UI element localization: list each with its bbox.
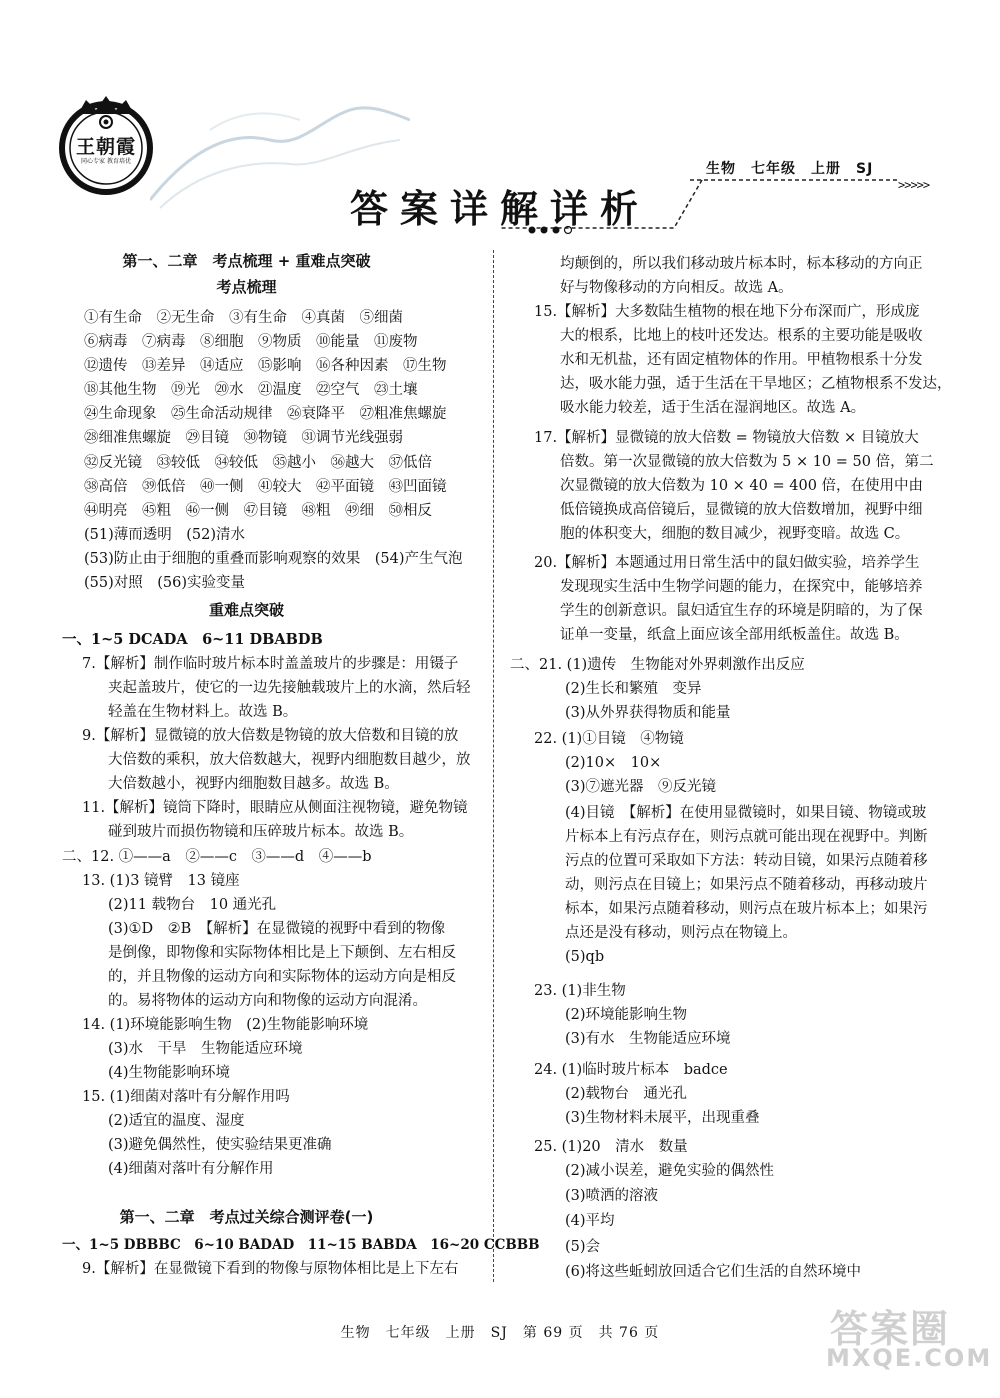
answer-line: 的。易将物体的运动方向和物像的运动方向混淆。 bbox=[108, 993, 427, 1009]
answer-line: (3)从外界获得物质和能量 bbox=[565, 705, 731, 721]
answer-line: 11.【解析】镜筒下降时，眼睛应从侧面注视物镜，避免物镜 bbox=[82, 800, 468, 816]
subject-tag: 生物 七年级 上册 SJ bbox=[706, 161, 874, 177]
list-item: ㉔生命现象 ㉕生命活动规律 ㉖衰降平 ㉗粗准焦螺旋 bbox=[84, 406, 447, 422]
answer-line: 点还是没有移动，则污点在物镜上。 bbox=[565, 925, 797, 941]
watermark-text: 答案圈 bbox=[830, 1307, 951, 1351]
answer-line: (4)平均 bbox=[565, 1213, 615, 1229]
answer-line: (3)水 干旱 生物能适应环境 bbox=[108, 1041, 303, 1057]
answer-line: 13. (1)3 镜臂 13 镜座 bbox=[82, 873, 240, 889]
section-title: 第一、二章 考点过关综合测评卷(一) bbox=[119, 1208, 374, 1226]
answer-line: 二、21. (1)遗传 生物能对外界刺激作出反应 bbox=[510, 657, 805, 673]
list-item: ㉜反光镜 ㉝较低 ㉞较低 ㉟越小 ㊱越大 ㊲低倍 bbox=[84, 455, 432, 471]
list-item: ⑱其他生物 ⑲光 ⑳水 ㉑温度 ㉒空气 ㉓土壤 bbox=[84, 382, 418, 398]
answer-line: 14. (1)环境能影响生物 (2)生物能影响环境 bbox=[82, 1017, 369, 1033]
column-divider bbox=[493, 250, 494, 1282]
answer-line: 25. (1)20 清水 数量 bbox=[534, 1139, 688, 1155]
watermark-url: MXQE.COM bbox=[826, 1344, 993, 1372]
answer-line: 达，吸水能力强，适于生活在干旱地区；乙植物根系不发达， bbox=[560, 376, 952, 392]
list-item: (51)薄而透明 (52)清水 bbox=[84, 527, 246, 543]
page-title: 答案详解详析 bbox=[349, 187, 650, 231]
list-item: ⑥病毒 ⑦病毒 ⑧细胞 ⑨物质 ⑩能量 ⑪废物 bbox=[84, 334, 418, 350]
answer-line: (3)避免偶然性，使实验结果更准确 bbox=[108, 1137, 332, 1153]
watermark bbox=[820, 1298, 993, 1378]
answer-line: 大的根系，比地上的枝叶还发达。根系的主要功能是吸收 bbox=[560, 328, 923, 344]
answer-line: 水和无机盐，还有固定植物体的作用。甲植物根系十分发 bbox=[560, 352, 923, 368]
answer-line: (2)11 载物台 10 通光孔 bbox=[108, 897, 277, 913]
answer-line: 学生的创新意识。鼠妇适宜生存的环境是阴暗的，为了保 bbox=[560, 603, 923, 619]
answer-line: 好与物像移动的方向相反。故选 A。 bbox=[560, 280, 793, 296]
list-item: ㉘细准焦螺旋 ㉙目镜 ㉚物镜 ㉛调节光线强弱 bbox=[84, 430, 403, 446]
answer-line: 动，则污点在目镜上；如果污点不随着移动，再移动玻片 bbox=[565, 877, 928, 893]
answer-line: (3)①D ②B 【解析】在显微镜的视野中看到的物像 bbox=[108, 921, 446, 937]
answer-line: (3)⑦遮光器 ⑨反光镜 bbox=[565, 779, 717, 795]
answer-line: 倍数。第一次显微镜的放大倍数为 5 × 10 = 50 倍，第二 bbox=[560, 454, 934, 470]
answer-line: 7.【解析】制作临时玻片标本时盖盖玻片的步骤是：用镊子 bbox=[82, 656, 459, 672]
answer-line: 二、12. ①——a ②——c ③——d ④——b bbox=[62, 849, 372, 865]
list-item: (55)对照 (56)实验变量 bbox=[84, 575, 246, 591]
section-title: 第一、二章 考点梳理 + 重难点突破 bbox=[122, 252, 371, 270]
answer-line: (3)喷洒的溶液 bbox=[565, 1188, 659, 1204]
answer-line: 大倍数越小，视野内细胞数目越多。故选 B。 bbox=[108, 776, 399, 792]
answer-line: 15. (1)细菌对落叶有分解作用吗 bbox=[82, 1089, 290, 1105]
answer-line: 夹起盖玻片，使它的一边先接触载玻片上的水滴，然后轻 bbox=[108, 680, 471, 696]
logo-subtext: 同心专家 教育培优 bbox=[81, 158, 131, 165]
answer-line: 20.【解析】本题通过用日常生活中的鼠妇做实验，培养学生 bbox=[534, 555, 920, 571]
answer-line: 的，并且物像的运动方向和实际物体的运动方向是相反 bbox=[108, 969, 456, 985]
answer-line: (2)生长和繁殖 变异 bbox=[565, 681, 702, 697]
list-item: ⑫遗传 ⑬差异 ⑭适应 ⑮影响 ⑯各种因素 ⑰生物 bbox=[84, 358, 447, 374]
answer-line: 24. (1)临时玻片标本 badce bbox=[534, 1062, 728, 1078]
answer-line: 碰到玻片而损伤物镜和压碎玻片标本。故选 B。 bbox=[108, 824, 414, 840]
answer-line: 污点的位置可采取如下方法：转动目镜，如果污点随着移 bbox=[565, 853, 928, 869]
chevron-right-icon: >>>>> bbox=[898, 178, 930, 192]
answer-line: 22. (1)①目镜 ④物镜 bbox=[534, 731, 684, 747]
list-item: ㊳高倍 ㊴低倍 ㊵一侧 ㊶较大 ㊷平面镜 ㊸凹面镜 bbox=[84, 479, 447, 495]
answer-line: (4)生物能影响环境 bbox=[108, 1065, 231, 1081]
section-subtitle: 重难点突破 bbox=[208, 601, 284, 619]
answer-line: 一、1~5 DBBBC 6~10 BADAD 11~15 BABDA 16~20 CCBBB bbox=[62, 1237, 540, 1253]
list-item: ①有生命 ②无生命 ③有生命 ④真菌 ⑤细菌 bbox=[84, 310, 403, 326]
answer-line: 一、1~5 DCADA 6~11 DBABDB bbox=[62, 631, 323, 648]
answer-line: (4)细菌对落叶有分解作用 bbox=[108, 1161, 274, 1177]
section-subtitle: 考点梳理 bbox=[216, 278, 277, 296]
answer-line: (2)10× 10× bbox=[565, 755, 662, 771]
answer-line: 吸水能力较差，适于生活在湿润地区。故选 A。 bbox=[560, 400, 866, 416]
answer-line: (5)qb bbox=[565, 949, 605, 965]
answer-line: (2)载物台 通光孔 bbox=[565, 1086, 688, 1102]
answer-line: 大倍数的乘积，放大倍数越大，视野内细胞数目越少，放 bbox=[108, 752, 471, 768]
answer-line: (2)环境能影响生物 bbox=[565, 1007, 688, 1023]
answer-line: 17.【解析】显微镜的放大倍数 = 物镜放大倍数 × 目镜放大 bbox=[534, 430, 919, 446]
answer-line: 23. (1)非生物 bbox=[534, 983, 626, 999]
answer-line: 证单一变量，纸盒上面应该全部用纸板盖住。故选 B。 bbox=[560, 627, 909, 643]
answer-line: 均颠倒的，所以我们移动玻片标本时，标本移动的方向正 bbox=[560, 256, 923, 272]
answer-line: 9.【解析】在显微镜下看到的物像与原物体相比是上下左右 bbox=[82, 1261, 459, 1277]
answer-line: 低倍镜换成高倍镜后，显微镜的放大倍数增加，视野中细 bbox=[560, 502, 923, 518]
answer-line: 15.【解析】大多数陆生植物的根在地下分布深而广，形成庞 bbox=[534, 304, 920, 320]
answer-line: 9.【解析】显微镜的放大倍数是物镜的放大倍数和目镜的放 bbox=[82, 728, 459, 744]
answer-line: 片标本上有污点存在，则污点就可能出现在视野中。判断 bbox=[565, 829, 928, 845]
answer-line: 发现现实生活中生物学问题的能力，在探究中，能够培养 bbox=[560, 579, 923, 595]
answer-line: (3)有水 生物能适应环境 bbox=[565, 1031, 731, 1047]
answer-line: (2)适宜的温度、湿度 bbox=[108, 1113, 245, 1129]
page-footer: 生物 七年级 上册 SJ 第 69 页 共 76 页 bbox=[340, 1325, 660, 1341]
answer-line: 标本，如果污点随着移动，则污点在玻片标本上；如果污 bbox=[565, 901, 928, 917]
list-item: (53)防止由于细胞的重叠而影响观察的效果 (54)产生气泡 bbox=[84, 551, 463, 567]
answer-line: 胞的体积变大，细胞的数目减少，视野变暗。故选 C。 bbox=[560, 526, 910, 542]
answer-line: 是倒像，即物像和实际物体相比是上下颠倒、左右相反 bbox=[108, 945, 456, 961]
answer-line: (2)减小误差，避免实验的偶然性 bbox=[565, 1163, 775, 1179]
answer-line: (5)会 bbox=[565, 1239, 601, 1255]
answer-line: 轻盖在生物材料上。故选 B。 bbox=[108, 704, 298, 720]
answer-line: (6)将这些蚯蚓放回适合它们生活的自然环境中 bbox=[565, 1264, 862, 1280]
list-item: ㊹明亮 ㊺粗 ㊻一侧 ㊼目镜 ㊽粗 ㊾细 ㊿相反 bbox=[84, 503, 432, 519]
answer-line: 次显微镜的放大倍数为 10 × 40 = 400 倍，在使用中由 bbox=[560, 478, 924, 494]
answer-line: (3)生物材料未展平，出现重叠 bbox=[565, 1110, 760, 1126]
logo-text: 王朝霞 bbox=[75, 136, 136, 158]
answer-line: (4)目镜 【解析】在使用显微镜时，如果目镜、物镜或玻 bbox=[565, 805, 927, 821]
